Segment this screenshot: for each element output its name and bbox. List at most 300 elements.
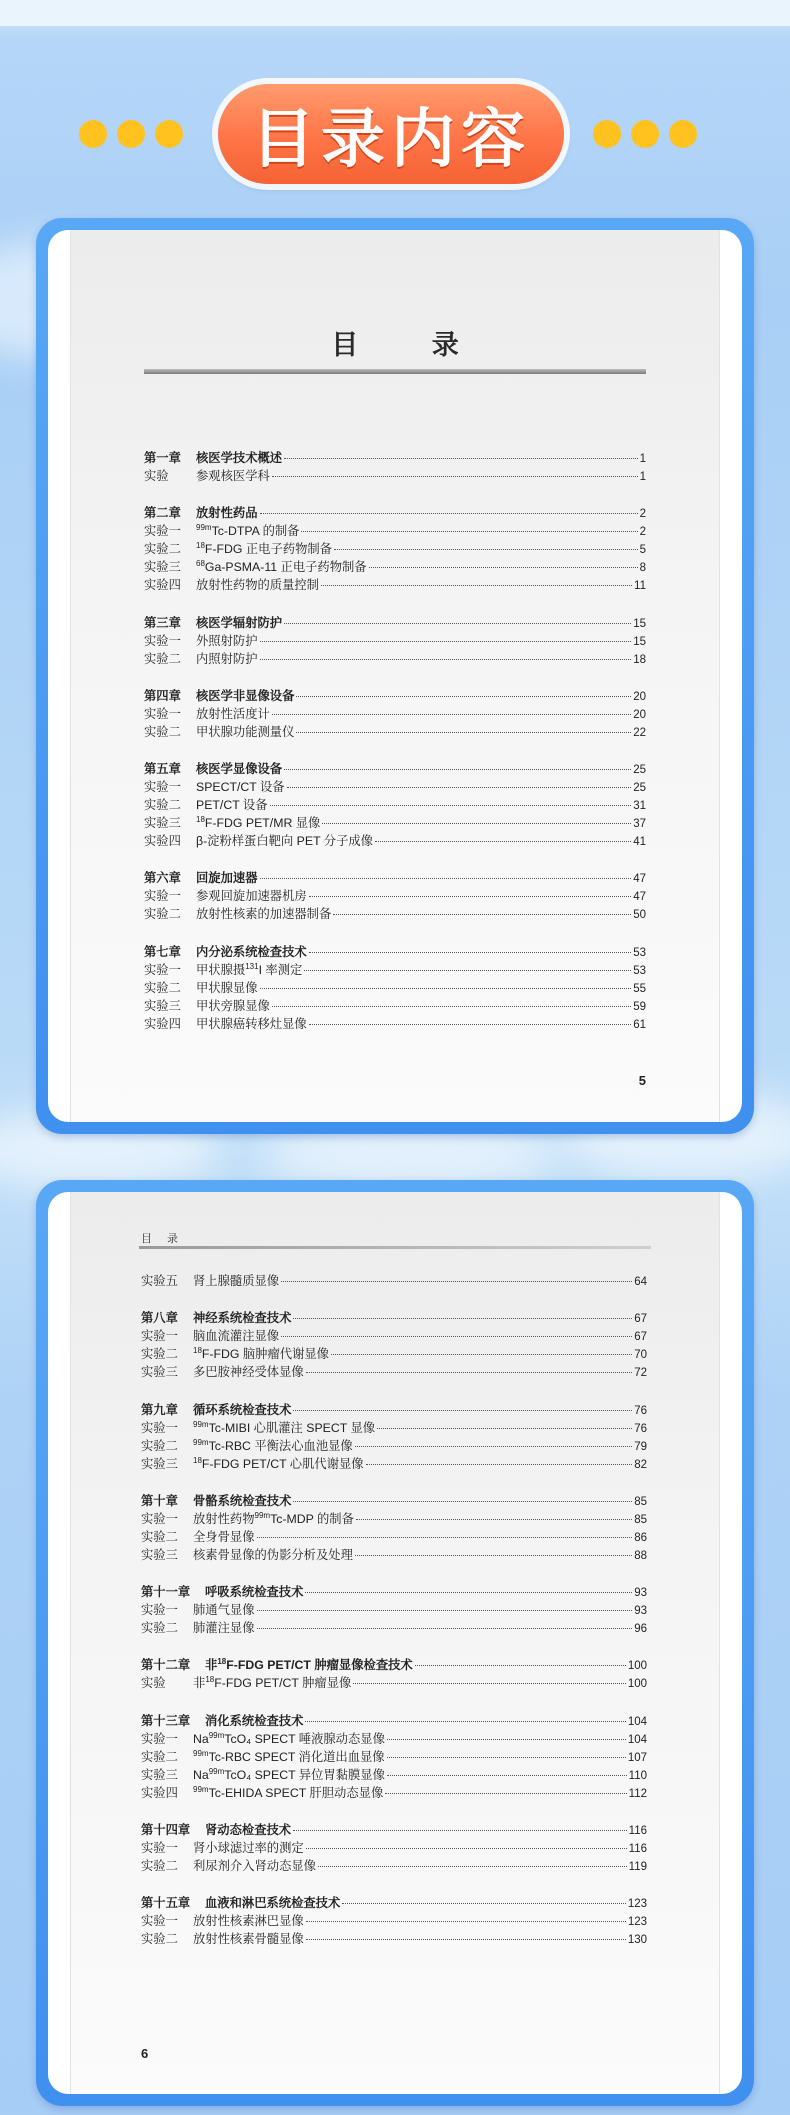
leader-dots bbox=[260, 988, 632, 989]
entry-page-number: 47 bbox=[633, 873, 646, 886]
leader-dots bbox=[304, 970, 631, 971]
entry-title bbox=[193, 1600, 255, 1618]
entry-title bbox=[205, 1655, 413, 1673]
entry-title bbox=[205, 1711, 303, 1729]
book-page bbox=[70, 230, 720, 1122]
isotope-superscript: 99m bbox=[208, 1730, 225, 1740]
card-inner bbox=[48, 230, 742, 1122]
toc-card-page-6 bbox=[36, 1180, 754, 2106]
entry-page-number: 53 bbox=[633, 964, 646, 977]
entry-page-number: 130 bbox=[627, 1934, 647, 1947]
entry-code: 实验一 bbox=[144, 633, 181, 648]
entry-title-text: 核医学技术概述 bbox=[196, 451, 283, 465]
toc-experiment-entry bbox=[141, 1600, 647, 1618]
entry-title-text: 内分泌系统检查技术 bbox=[196, 944, 307, 959]
entry-title bbox=[196, 759, 282, 777]
leader-dots bbox=[369, 567, 638, 568]
entry-title bbox=[196, 795, 268, 813]
entry-title bbox=[193, 1673, 351, 1691]
toc-experiment-entry bbox=[141, 1362, 647, 1380]
entry-code: 第九章 bbox=[141, 1402, 178, 1417]
entry-code: 实验二 bbox=[141, 1438, 178, 1453]
card-inner bbox=[48, 1192, 742, 2094]
entry-title bbox=[196, 831, 373, 849]
entry-title bbox=[193, 1436, 353, 1454]
yellow-dot bbox=[117, 120, 145, 148]
entry-page-number: 11 bbox=[634, 580, 646, 593]
entry-title bbox=[196, 813, 320, 831]
isotope-superscript: 99m bbox=[196, 523, 212, 533]
toc-experiment-entry bbox=[144, 886, 646, 904]
entry-title-text: 外照射防护 bbox=[196, 633, 258, 648]
entry-title-text: 放射性核素的加速器制备 bbox=[196, 907, 332, 922]
leader-dots bbox=[306, 1921, 626, 1922]
entry-title-text: 肾上腺髓质显像 bbox=[193, 1274, 280, 1288]
entry-page-number: 72 bbox=[634, 1367, 647, 1380]
toc-experiment-entry bbox=[144, 704, 646, 722]
yellow-dot bbox=[631, 120, 659, 148]
entry-title-text: 核医学显像设备 bbox=[196, 762, 283, 777]
toc-chapter-entry bbox=[144, 686, 646, 704]
leader-dots bbox=[355, 1555, 632, 1556]
leader-dots bbox=[375, 841, 631, 842]
entry-title bbox=[196, 777, 285, 795]
entry-title bbox=[196, 978, 258, 996]
leader-dots bbox=[281, 1281, 632, 1282]
entry-code: 第二章 bbox=[144, 506, 181, 521]
entry-page-number: 85 bbox=[634, 1513, 647, 1526]
toc-experiment-entry bbox=[144, 539, 646, 557]
entry-code: 实验二 bbox=[141, 1932, 178, 1947]
toc-experiment-entry bbox=[144, 960, 646, 978]
entry-title-text: Tc-RBC SPECT 消化道出血显像 bbox=[208, 1749, 385, 1764]
leader-dots bbox=[257, 1537, 633, 1538]
entry-code: 第一章 bbox=[144, 451, 181, 465]
entry-page-number: 85 bbox=[634, 1495, 647, 1508]
entry-title-text: 回旋加速器 bbox=[196, 871, 258, 886]
leader-dots bbox=[284, 623, 631, 624]
entry-code: 实验一 bbox=[141, 1420, 178, 1435]
banner-title: 目录内容 bbox=[251, 103, 531, 177]
toc-experiment-entry bbox=[144, 722, 646, 740]
entry-title bbox=[196, 904, 331, 922]
entry-title bbox=[193, 1491, 291, 1509]
entry-page-number: 100 bbox=[627, 1660, 647, 1673]
heading-rule bbox=[144, 369, 646, 374]
entry-title-text: F-FDG 脑肿瘤代谢显像 bbox=[201, 1347, 329, 1362]
entry-title-text: 多巴胺神经受体显像 bbox=[193, 1365, 304, 1380]
entry-title-text: F-FDG PET/CT 肿瘤显像 bbox=[214, 1676, 352, 1691]
entry-page-number: 15 bbox=[633, 635, 646, 648]
entry-page-number: 96 bbox=[634, 1623, 647, 1636]
leader-dots bbox=[284, 769, 631, 770]
entry-page-number: 20 bbox=[633, 708, 646, 721]
leader-dots bbox=[309, 896, 632, 897]
entry-code: 实验一 bbox=[141, 1914, 178, 1929]
entry-code: 第六章 bbox=[144, 871, 181, 886]
leader-dots bbox=[377, 1428, 632, 1429]
entry-code: 实验五 bbox=[141, 1274, 178, 1288]
leader-dots bbox=[387, 1757, 626, 1758]
entry-title-text: SPECT/CT 设备 bbox=[196, 780, 285, 795]
leader-dots bbox=[353, 1683, 626, 1684]
leader-dots bbox=[356, 1519, 632, 1520]
running-rule bbox=[139, 1246, 651, 1249]
entry-title bbox=[196, 886, 307, 904]
entry-page-number: 104 bbox=[627, 1733, 647, 1746]
leader-dots bbox=[334, 549, 638, 550]
entry-title-text: 全身骨显像 bbox=[193, 1529, 255, 1544]
entry-title bbox=[193, 1308, 291, 1326]
leader-dots bbox=[415, 1665, 626, 1666]
toc-experiment-entry bbox=[144, 521, 646, 539]
leader-dots bbox=[306, 1848, 627, 1849]
entry-page-number: 107 bbox=[627, 1751, 647, 1764]
entry-page-number: 67 bbox=[634, 1313, 647, 1326]
entry-title-text: 放射性药物 bbox=[193, 1511, 255, 1526]
entry-title-text: 非 bbox=[193, 1676, 206, 1691]
entry-page-number: 25 bbox=[633, 782, 646, 795]
leader-dots bbox=[305, 1721, 625, 1722]
leader-dots bbox=[260, 878, 632, 879]
entry-code: 实验一 bbox=[144, 706, 181, 721]
entry-title bbox=[193, 1911, 304, 1929]
entry-code: 实验二 bbox=[144, 542, 181, 557]
entry-title bbox=[196, 649, 258, 667]
banner-title-pill bbox=[218, 84, 564, 184]
entry-title bbox=[196, 448, 282, 466]
entry-code: 实验二 bbox=[144, 724, 181, 739]
entry-title bbox=[193, 1271, 279, 1289]
isotope-superscript: 99m bbox=[254, 1510, 271, 1520]
toc-experiment-entry bbox=[144, 575, 646, 593]
entry-title-text: 肾动态检查技术 bbox=[205, 1823, 292, 1838]
entry-code: 实验三 bbox=[141, 1365, 178, 1380]
toc-experiment-entry bbox=[141, 1911, 647, 1929]
entry-code: 实验二 bbox=[144, 907, 181, 922]
entry-page-number: 15 bbox=[633, 617, 646, 630]
isotope-superscript: 99m bbox=[193, 1419, 209, 1429]
toc-chapter-entry bbox=[144, 942, 646, 960]
leader-dots bbox=[272, 1006, 631, 1007]
entry-title bbox=[196, 575, 319, 593]
entry-title-text: F-FDG PET/MR 显像 bbox=[204, 816, 321, 831]
leader-dots bbox=[281, 1336, 632, 1337]
page-heading: 目 录 bbox=[331, 330, 491, 361]
isotope-superscript: 99m bbox=[193, 1784, 209, 1794]
entry-title-text: 肾小球滤过率的测定 bbox=[193, 1841, 304, 1856]
entry-title-text: 放射性活度计 bbox=[196, 706, 270, 721]
entry-page-number: 104 bbox=[627, 1715, 647, 1728]
entry-code: 第七章 bbox=[144, 944, 181, 959]
running-head: 目 录 bbox=[141, 1233, 185, 1245]
toc-experiment-entry bbox=[144, 649, 646, 667]
entry-page-number: 41 bbox=[633, 836, 646, 849]
leader-dots bbox=[293, 1410, 632, 1411]
entry-title-text: 放射性核素淋巴显像 bbox=[193, 1914, 304, 1929]
entry-code: 第八章 bbox=[141, 1311, 178, 1326]
toc-chapter-entry bbox=[144, 759, 646, 777]
entry-title bbox=[196, 613, 282, 631]
entry-code: 第十五章 bbox=[141, 1896, 191, 1911]
entry-page-number: 82 bbox=[634, 1458, 647, 1471]
entry-title bbox=[193, 1856, 316, 1874]
entry-code: 实验一 bbox=[141, 1731, 178, 1746]
entry-page-number: 64 bbox=[634, 1276, 647, 1288]
entry-page-number: 1 bbox=[639, 453, 646, 465]
leader-dots bbox=[331, 1354, 632, 1355]
entry-code: 实验三 bbox=[144, 560, 181, 575]
entry-title-text: 甲状腺癌转移灶显像 bbox=[196, 1016, 307, 1031]
entry-code: 实验一 bbox=[144, 780, 181, 795]
entry-title-text: TcO₄ SPECT 唾液腺动态显像 bbox=[224, 1731, 385, 1746]
toc-experiment-entry bbox=[141, 1618, 647, 1636]
leader-dots bbox=[284, 458, 638, 459]
entry-code: 第十一章 bbox=[141, 1585, 191, 1600]
toc-experiment-entry bbox=[141, 1454, 647, 1472]
entry-title bbox=[193, 1729, 385, 1747]
entry-title bbox=[196, 503, 258, 521]
yellow-dot bbox=[593, 120, 621, 148]
isotope-superscript: 18 bbox=[193, 1455, 202, 1465]
entry-code: 实验二 bbox=[144, 798, 181, 813]
entry-title bbox=[205, 1582, 303, 1600]
entry-page-number: 18 bbox=[633, 653, 646, 666]
entry-code: 实验二 bbox=[141, 1621, 178, 1636]
toc-experiment-entry bbox=[141, 1838, 647, 1856]
entry-page-number: 123 bbox=[627, 1898, 647, 1911]
entry-code: 实验一 bbox=[144, 889, 181, 904]
toc-experiment-entry bbox=[141, 1765, 647, 1783]
leader-dots bbox=[366, 1464, 633, 1465]
entry-page-number: 70 bbox=[634, 1349, 647, 1362]
entry-code: 实验四 bbox=[144, 1016, 181, 1031]
entry-title-text: 消化系统检查技术 bbox=[205, 1713, 304, 1728]
toc-chapter-entry bbox=[141, 1308, 647, 1326]
toc-experiment-entry bbox=[141, 1673, 647, 1691]
entry-title-text: 血液和淋巴系统检查技术 bbox=[205, 1896, 341, 1911]
entry-title bbox=[196, 686, 294, 704]
toc-experiment-entry bbox=[144, 831, 646, 849]
leader-dots bbox=[305, 1592, 632, 1593]
entry-title-text: Tc-DTPA 的制备 bbox=[211, 524, 300, 539]
entry-code: 实验一 bbox=[141, 1603, 178, 1618]
isotope-superscript: 18 bbox=[217, 1657, 227, 1667]
entry-title bbox=[193, 1344, 329, 1362]
entry-page-number: 116 bbox=[628, 1825, 647, 1838]
entry-title bbox=[193, 1362, 304, 1380]
leader-dots bbox=[355, 1446, 632, 1447]
toc-experiment-entry bbox=[144, 557, 646, 575]
leader-dots bbox=[272, 714, 631, 715]
entry-title-text: 肺通气显像 bbox=[193, 1603, 255, 1618]
entry-code: 实验三 bbox=[144, 998, 181, 1013]
entry-title bbox=[196, 539, 332, 557]
entry-page-number: 67 bbox=[634, 1331, 647, 1344]
entry-page-number: 119 bbox=[628, 1861, 647, 1874]
entry-page-number: 112 bbox=[628, 1787, 647, 1800]
entry-title bbox=[193, 1509, 354, 1527]
entry-title bbox=[205, 1820, 291, 1838]
entry-code: 实验一 bbox=[141, 1329, 178, 1344]
toc-chapter-entry bbox=[144, 448, 646, 466]
yellow-dot bbox=[79, 120, 107, 148]
leader-dots bbox=[387, 1775, 627, 1776]
toc-chapter-entry bbox=[144, 503, 646, 521]
entry-code: 实验一 bbox=[144, 524, 181, 539]
toc-experiment-entry bbox=[144, 795, 646, 813]
entry-title bbox=[196, 631, 258, 649]
entry-title-text: 神经系统检查技术 bbox=[193, 1311, 292, 1326]
page-number: 5 bbox=[638, 1073, 646, 1088]
entry-title bbox=[196, 1014, 307, 1032]
leader-dots bbox=[309, 952, 632, 953]
toc-chapter-entry bbox=[141, 1582, 647, 1600]
leader-dots bbox=[260, 513, 638, 514]
toc-experiment-entry bbox=[141, 1729, 647, 1747]
entry-title-text: 内照射防护 bbox=[196, 651, 258, 666]
entry-page-number: 88 bbox=[634, 1549, 647, 1562]
entry-title bbox=[196, 960, 302, 978]
entry-title-text: 核医学辐射防护 bbox=[196, 615, 283, 630]
entry-code: 实验 bbox=[144, 469, 169, 483]
entry-title-text: 放射性核素骨髓显像 bbox=[193, 1932, 304, 1947]
entry-title-text: Na bbox=[193, 1731, 209, 1746]
entry-page-number: 61 bbox=[633, 1018, 646, 1031]
entry-title bbox=[193, 1454, 364, 1472]
leader-dots bbox=[293, 1830, 627, 1831]
entry-code: 实验三 bbox=[144, 816, 181, 831]
entry-page-number: 86 bbox=[634, 1531, 647, 1544]
entry-title-text: 核医学非显像设备 bbox=[196, 688, 295, 703]
entry-title-text: 参观核医学科 bbox=[196, 469, 270, 483]
isotope-superscript: 18 bbox=[196, 815, 205, 825]
leader-dots bbox=[257, 1628, 633, 1629]
entry-title-text: I 率测定 bbox=[258, 962, 303, 977]
toc-experiment-entry bbox=[144, 996, 646, 1014]
entry-code: 实验一 bbox=[144, 962, 181, 977]
entry-page-number: 20 bbox=[633, 690, 646, 703]
entry-code: 实验三 bbox=[141, 1547, 178, 1562]
entry-page-number: 2 bbox=[639, 526, 646, 539]
toc-experiment-entry bbox=[141, 1747, 647, 1765]
entry-title-text: PET/CT 设备 bbox=[196, 798, 268, 813]
entry-title-text: 放射性药品 bbox=[196, 506, 258, 521]
leader-dots bbox=[301, 531, 637, 532]
entry-page-number: 50 bbox=[633, 909, 646, 922]
toc-chapter-entry bbox=[144, 613, 646, 631]
entry-page-number: 2 bbox=[639, 508, 646, 521]
toc-experiment-entry bbox=[141, 1271, 647, 1289]
entry-title-text: Tc-MIBI 心肌灌注 SPECT 显像 bbox=[208, 1420, 376, 1435]
leader-dots bbox=[333, 914, 631, 915]
entry-title-text: TcO₄ SPECT 异位胃黏膜显像 bbox=[224, 1767, 385, 1782]
entry-page-number: 93 bbox=[634, 1605, 647, 1618]
entry-page-number: 100 bbox=[627, 1678, 647, 1691]
entry-title-text: β-淀粉样蛋白靶向 PET 分子成像 bbox=[196, 834, 373, 849]
entry-title-text: 骨骼系统检查技术 bbox=[193, 1493, 292, 1508]
entry-title-text: 放射性药物的质量控制 bbox=[196, 578, 319, 593]
entry-code: 第十二章 bbox=[141, 1658, 191, 1673]
entry-page-number: 116 bbox=[628, 1843, 647, 1856]
toc-experiment-entry bbox=[141, 1344, 647, 1362]
entry-title-text: 甲状腺功能测量仪 bbox=[196, 724, 295, 739]
entry-code: 实验一 bbox=[141, 1841, 178, 1856]
leader-dots bbox=[270, 805, 632, 806]
leader-dots bbox=[387, 1739, 626, 1740]
yellow-dot bbox=[669, 120, 697, 148]
toc-experiment-entry bbox=[141, 1856, 647, 1874]
entry-title bbox=[205, 1893, 340, 1911]
entry-title-text: 甲状腺摄 bbox=[196, 962, 246, 977]
entry-title-text: 非 bbox=[205, 1658, 218, 1673]
entry-title bbox=[193, 1545, 353, 1563]
entry-title-text: 参观回旋加速器机房 bbox=[196, 889, 307, 904]
toc-list bbox=[144, 448, 646, 1032]
toc-chapter-entry bbox=[141, 1491, 647, 1509]
entry-title bbox=[196, 521, 299, 539]
entry-title-text: 脑血流灌注显像 bbox=[193, 1329, 280, 1344]
toc-card-page-5 bbox=[36, 218, 754, 1134]
isotope-superscript: 99m bbox=[193, 1748, 209, 1758]
toc-experiment-entry bbox=[144, 1014, 646, 1032]
entry-title bbox=[196, 557, 367, 575]
entry-page-number: 110 bbox=[628, 1769, 647, 1782]
isotope-superscript: 18 bbox=[193, 1346, 202, 1356]
leader-dots bbox=[296, 696, 631, 697]
entry-title-text: 利尿剂介入肾动态显像 bbox=[193, 1859, 316, 1874]
entry-code: 实验二 bbox=[141, 1347, 178, 1362]
leader-dots bbox=[287, 787, 632, 788]
leader-dots bbox=[306, 1372, 633, 1373]
entry-page-number: 55 bbox=[633, 982, 646, 995]
toc-experiment-entry bbox=[141, 1436, 647, 1454]
isotope-superscript: 18 bbox=[196, 541, 205, 551]
leader-dots bbox=[309, 1024, 632, 1025]
entry-code: 实验三 bbox=[141, 1767, 178, 1782]
leader-dots bbox=[296, 732, 631, 733]
entry-title bbox=[196, 996, 270, 1014]
entry-code: 实验三 bbox=[141, 1456, 178, 1471]
entry-title-text: 甲状腺显像 bbox=[196, 980, 258, 995]
entry-page-number: 76 bbox=[634, 1422, 647, 1435]
entry-page-number: 37 bbox=[633, 818, 646, 831]
entry-code: 第三章 bbox=[144, 615, 181, 630]
entry-code: 第五章 bbox=[144, 762, 181, 777]
isotope-superscript: 99m bbox=[208, 1766, 225, 1776]
entry-title-text: F-FDG PET/CT 肿瘤显像检查技术 bbox=[226, 1658, 413, 1673]
toc-chapter-entry bbox=[141, 1711, 647, 1729]
leader-dots bbox=[260, 641, 632, 642]
entry-title bbox=[193, 1400, 291, 1418]
entry-page-number: 76 bbox=[634, 1404, 647, 1417]
entry-code: 实验二 bbox=[144, 980, 181, 995]
toc-experiment-entry bbox=[144, 813, 646, 831]
toc-experiment-entry bbox=[144, 466, 646, 484]
entry-title bbox=[193, 1747, 385, 1765]
toc-experiment-entry bbox=[141, 1326, 647, 1344]
entry-page-number: 25 bbox=[633, 764, 646, 777]
leader-dots bbox=[321, 585, 632, 586]
toc-chapter-entry bbox=[141, 1893, 647, 1911]
leader-dots bbox=[385, 1793, 626, 1794]
entry-page-number: 59 bbox=[633, 1000, 646, 1013]
toc-chapter-entry bbox=[141, 1400, 647, 1418]
entry-title-text: 呼吸系统检查技术 bbox=[205, 1585, 304, 1600]
entry-code: 第十章 bbox=[141, 1493, 178, 1508]
entry-title bbox=[196, 722, 294, 740]
isotope-superscript: 68 bbox=[196, 559, 205, 569]
